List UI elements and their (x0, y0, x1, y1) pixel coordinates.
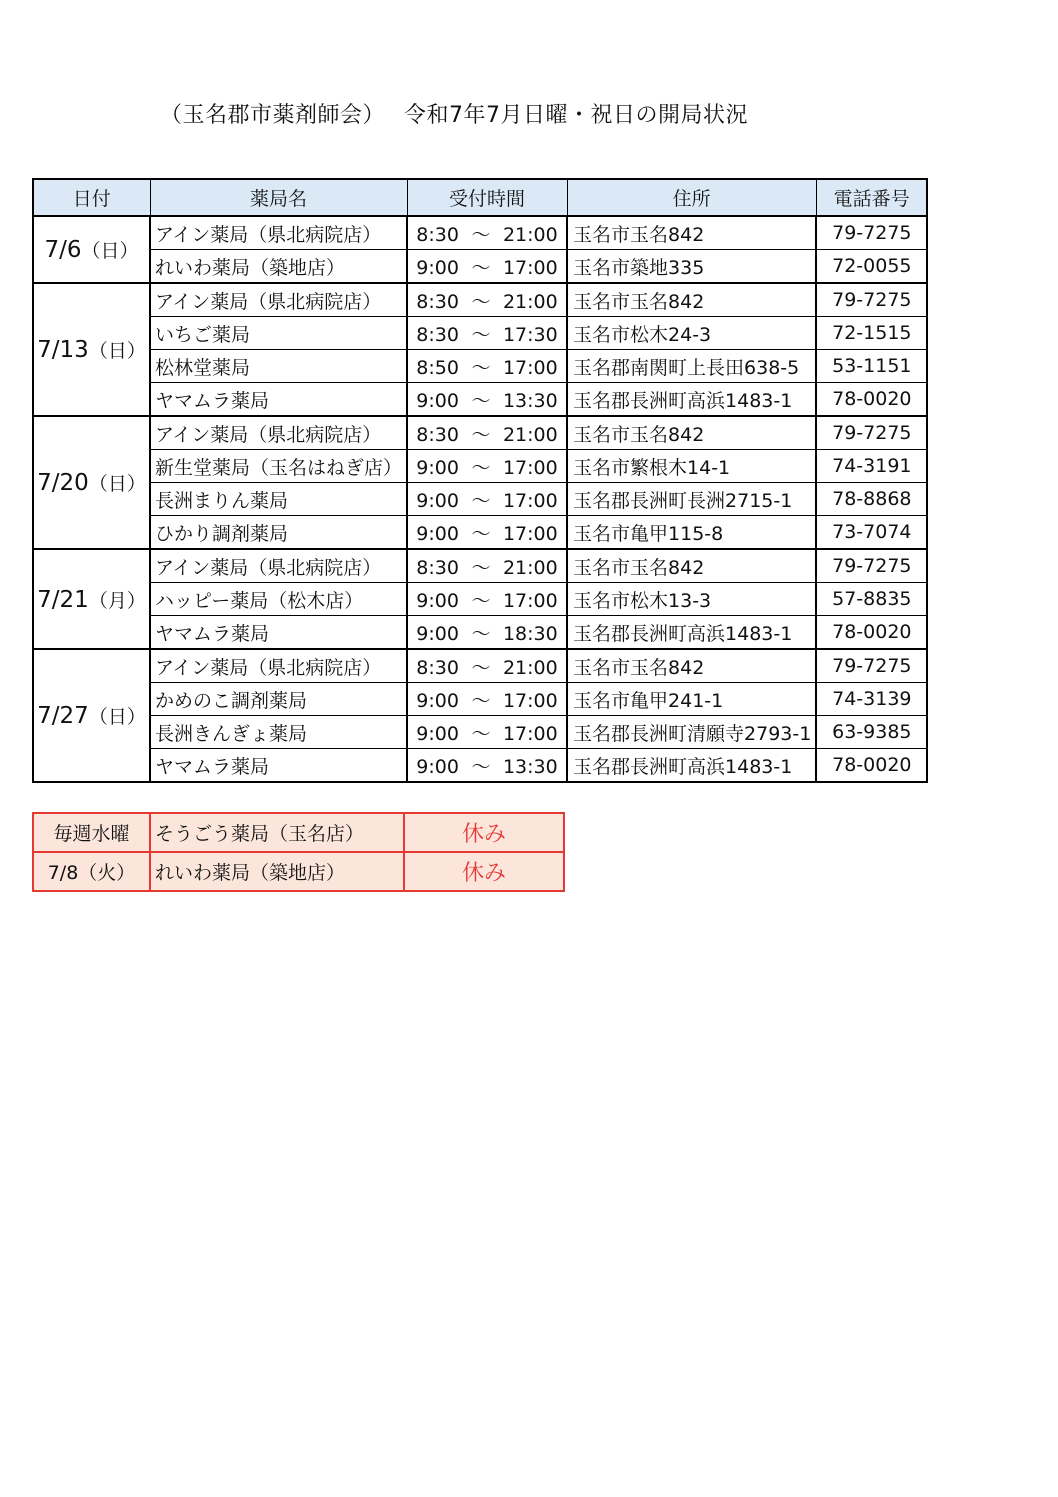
close-time: 17:00 (502, 489, 558, 512)
close-time: 13:30 (502, 389, 558, 412)
hours-cell (407, 583, 567, 616)
closure-body (33, 813, 564, 891)
table-header-row (33, 179, 927, 216)
pharmacy-name: アイン薬局（県北病院店） (150, 283, 407, 317)
time-separator: ～ (471, 689, 491, 712)
day-of-week: （月） (88, 589, 146, 612)
hours-cell (407, 649, 567, 683)
schedule-table (32, 178, 928, 783)
address: 玉名市築地335 (567, 250, 816, 284)
open-time: 8:30 (416, 323, 459, 346)
table-row (33, 250, 927, 284)
address: 玉名市玉名842 (567, 549, 816, 583)
open-time: 9:00 (416, 489, 459, 512)
pharmacy-name: れいわ薬局（築地店） (150, 250, 407, 284)
date-cell (33, 416, 150, 549)
table-row (33, 583, 927, 616)
phone-number: 74-3191 (816, 450, 927, 483)
table-row (33, 616, 927, 650)
hours-cell (407, 616, 567, 650)
time-separator: ～ (471, 423, 491, 446)
address: 玉名郡長洲町高浜1483-1 (567, 383, 816, 417)
address: 玉名市玉名842 (567, 216, 816, 250)
pharmacy-name: いちご薬局 (150, 317, 407, 350)
phone-number: 53-1151 (816, 350, 927, 383)
close-time: 17:00 (502, 456, 558, 479)
hours-cell (407, 716, 567, 749)
date-value: 7/6 (44, 237, 82, 263)
time-separator: ～ (471, 356, 491, 379)
address: 玉名市松木24-3 (567, 317, 816, 350)
header-hours: 受付時間 (407, 179, 567, 216)
time-separator: ～ (471, 389, 491, 412)
phone-number: 79-7275 (816, 283, 927, 317)
hours-cell (407, 416, 567, 450)
hours-cell (407, 250, 567, 284)
table-row (33, 383, 927, 417)
address: 玉名市繁根木14-1 (567, 450, 816, 483)
close-time: 17:00 (502, 689, 558, 712)
address: 玉名市玉名842 (567, 649, 816, 683)
open-time: 9:00 (416, 456, 459, 479)
time-separator: ～ (471, 589, 491, 612)
close-time: 17:30 (502, 323, 558, 346)
hours-cell (407, 317, 567, 350)
open-time: 9:00 (416, 622, 459, 645)
address: 玉名市亀甲115-8 (567, 516, 816, 550)
phone-number: 79-7275 (816, 649, 927, 683)
date-value: 7/21 (37, 586, 89, 613)
open-time: 8:30 (416, 556, 459, 579)
time-separator: ～ (471, 656, 491, 679)
phone-number: 78-0020 (816, 616, 927, 650)
close-time: 17:00 (502, 256, 558, 279)
phone-number: 79-7275 (816, 549, 927, 583)
open-time: 8:30 (416, 656, 459, 679)
date-value: 7/27 (37, 703, 89, 729)
closure-row (33, 852, 564, 891)
table-row (33, 450, 927, 483)
close-time: 21:00 (502, 656, 558, 679)
close-time: 21:00 (502, 223, 558, 246)
open-time: 9:00 (416, 589, 459, 612)
phone-number: 74-3139 (816, 683, 927, 716)
hours-cell (407, 483, 567, 516)
close-time: 13:30 (502, 755, 558, 778)
pharmacy-name: アイン薬局（県北病院店） (150, 649, 407, 683)
hours-cell (407, 749, 567, 783)
table-row (33, 516, 927, 550)
open-time: 8:30 (416, 223, 459, 246)
pharmacy-name: 長洲きんぎょ薬局 (150, 716, 407, 749)
table-row (33, 416, 927, 450)
close-time: 21:00 (502, 290, 558, 313)
closure-date: 毎週水曜 (33, 813, 150, 852)
time-separator: ～ (471, 722, 491, 745)
hours-cell (407, 383, 567, 417)
day-of-week: （日） (88, 473, 146, 495)
hours-cell (407, 683, 567, 716)
time-separator: ～ (471, 456, 491, 479)
open-time: 9:00 (416, 389, 459, 412)
time-separator: ～ (471, 522, 491, 545)
date-cell (33, 649, 150, 782)
phone-number: 63-9385 (816, 716, 927, 749)
table-row (33, 216, 927, 250)
header-phone: 電話番号 (816, 179, 927, 216)
close-time: 21:00 (502, 556, 558, 579)
table-row (33, 716, 927, 749)
page-title: （玉名郡市薬剤師会） 令和7年7月日曜・祝日の開局状況 (160, 103, 748, 128)
schedule-body (33, 216, 927, 782)
time-separator: ～ (471, 223, 491, 246)
date-cell (33, 283, 150, 416)
open-time: 9:00 (416, 689, 459, 712)
closure-status: 休み (404, 852, 564, 891)
table-row (33, 549, 927, 583)
time-separator: ～ (471, 290, 491, 313)
pharmacy-name: ハッピー薬局（松木店） (150, 583, 407, 616)
address: 玉名郡長洲町長洲2715-1 (567, 483, 816, 516)
address: 玉名郡長洲町清願寺2793-1 (567, 716, 816, 749)
pharmacy-name: アイン薬局（県北病院店） (150, 416, 407, 450)
phone-number: 79-7275 (816, 216, 927, 250)
header-address: 住所 (567, 179, 816, 216)
phone-number: 78-0020 (816, 383, 927, 417)
pharmacy-name: アイン薬局（県北病院店） (150, 216, 407, 250)
pharmacy-name: アイン薬局（県北病院店） (150, 549, 407, 583)
open-time: 8:30 (416, 290, 459, 313)
pharmacy-name: ヤマムラ薬局 (150, 749, 407, 783)
hours-cell (407, 350, 567, 383)
date-value: 7/13 (37, 337, 89, 363)
hours-cell (407, 450, 567, 483)
day-of-week: （日） (88, 706, 146, 728)
close-time: 17:00 (502, 522, 558, 545)
header-pharmacy: 薬局名 (150, 179, 407, 216)
time-separator: ～ (471, 755, 491, 778)
phone-number: 73-7074 (816, 516, 927, 550)
time-separator: ～ (471, 323, 491, 346)
close-time: 21:00 (502, 423, 558, 446)
address: 玉名市玉名842 (567, 283, 816, 317)
close-time: 17:00 (502, 589, 558, 612)
pharmacy-name: 松林堂薬局 (150, 350, 407, 383)
open-time: 9:00 (416, 722, 459, 745)
table-row (33, 649, 927, 683)
phone-number: 78-8868 (816, 483, 927, 516)
hours-cell (407, 283, 567, 317)
date-value: 7/20 (37, 470, 89, 496)
closure-table (32, 812, 565, 892)
address: 玉名市亀甲241-1 (567, 683, 816, 716)
phone-number: 72-1515 (816, 317, 927, 350)
address: 玉名市松木13-3 (567, 583, 816, 616)
pharmacy-name: 長洲まりん薬局 (150, 483, 407, 516)
day-of-week: （日） (88, 340, 146, 362)
open-time: 8:30 (416, 423, 459, 446)
open-time: 9:00 (416, 755, 459, 778)
table-row (33, 483, 927, 516)
table-row (33, 317, 927, 350)
address: 玉名市玉名842 (567, 416, 816, 450)
close-time: 17:00 (502, 722, 558, 745)
pharmacy-name: かめのこ調剤薬局 (150, 683, 407, 716)
header-date: 日付 (33, 179, 150, 216)
hours-cell (407, 549, 567, 583)
pharmacy-name: 新生堂薬局（玉名はねぎ店） (150, 450, 407, 483)
closure-row (33, 813, 564, 852)
date-cell (33, 216, 150, 283)
open-time: 9:00 (416, 256, 459, 279)
address: 玉名郡長洲町高浜1483-1 (567, 616, 816, 650)
table-row (33, 749, 927, 783)
close-time: 18:30 (502, 622, 558, 645)
day-of-week: （日） (81, 240, 139, 262)
open-time: 8:50 (416, 356, 459, 379)
phone-number: 78-0020 (816, 749, 927, 783)
table-row (33, 683, 927, 716)
pharmacy-name: ヤマムラ薬局 (150, 383, 407, 417)
phone-number: 57-8835 (816, 583, 927, 616)
address: 玉名郡長洲町高浜1483-1 (567, 749, 816, 783)
phone-number: 79-7275 (816, 416, 927, 450)
open-time: 9:00 (416, 522, 459, 545)
date-cell (33, 549, 150, 649)
closure-date: 7/8（火） (33, 852, 150, 891)
hours-cell (407, 216, 567, 250)
closure-pharmacy: れいわ薬局（築地店） (150, 852, 404, 891)
phone-number: 72-0055 (816, 250, 927, 284)
hours-cell (407, 516, 567, 550)
pharmacy-name: ひかり調剤薬局 (150, 516, 407, 550)
close-time: 17:00 (502, 356, 558, 379)
address: 玉名郡南関町上長田638-5 (567, 350, 816, 383)
table-row (33, 350, 927, 383)
pharmacy-name: ヤマムラ薬局 (150, 616, 407, 650)
closure-pharmacy: そうごう薬局（玉名店） (150, 813, 404, 852)
time-separator: ～ (471, 556, 491, 579)
time-separator: ～ (471, 256, 491, 279)
time-separator: ～ (471, 622, 491, 645)
time-separator: ～ (471, 489, 491, 512)
table-row (33, 283, 927, 317)
closure-status: 休み (404, 813, 564, 852)
